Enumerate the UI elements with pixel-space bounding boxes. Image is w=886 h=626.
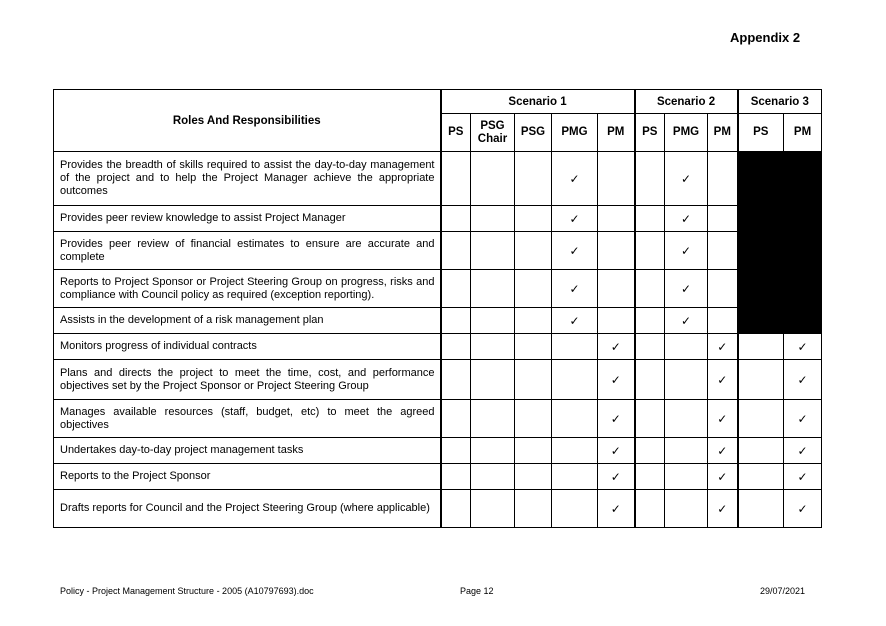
check-cell bbox=[738, 464, 784, 490]
role-description: Provides peer review knowledge to assist Project Manager bbox=[54, 206, 441, 232]
col-header: PM bbox=[598, 114, 635, 152]
role-description: Plans and directs the project to meet the time, cost, and performance objectives set by the Project Sponsor or Project Steering Group bbox=[54, 360, 441, 400]
check-cell bbox=[708, 308, 738, 334]
check-cell: ✓ bbox=[665, 152, 708, 206]
check-cell bbox=[515, 152, 552, 206]
check-cell bbox=[515, 308, 552, 334]
table-row bbox=[54, 206, 822, 232]
check-cell bbox=[471, 270, 515, 308]
check-cell: ✓ bbox=[708, 438, 738, 464]
check-cell: ✓ bbox=[552, 308, 598, 334]
check-cell bbox=[515, 270, 552, 308]
role-description: Provides the breadth of skills required to assist the day-to-day management of the project and to help the Project Manager achieve the appropriate outcomes bbox=[54, 152, 441, 206]
table-row bbox=[54, 400, 822, 438]
check-cell bbox=[738, 490, 784, 528]
check-cell bbox=[738, 438, 784, 464]
check-cell bbox=[635, 308, 665, 334]
table-row bbox=[54, 334, 822, 360]
roles-table bbox=[53, 89, 822, 528]
check-cell bbox=[441, 360, 471, 400]
check-cell bbox=[441, 206, 471, 232]
check-cell: ✓ bbox=[598, 490, 635, 528]
check-cell bbox=[471, 490, 515, 528]
check-cell bbox=[598, 308, 635, 334]
role-description: Reports to the Project Sponsor bbox=[54, 464, 441, 490]
table-row bbox=[54, 232, 822, 270]
table-row bbox=[54, 464, 822, 490]
check-cell bbox=[738, 270, 784, 308]
check-cell bbox=[471, 360, 515, 400]
check-cell bbox=[552, 334, 598, 360]
check-cell: ✓ bbox=[665, 308, 708, 334]
check-cell: ✓ bbox=[598, 464, 635, 490]
check-cell bbox=[515, 400, 552, 438]
check-cell: ✓ bbox=[598, 334, 635, 360]
check-cell bbox=[471, 464, 515, 490]
check-cell: ✓ bbox=[665, 232, 708, 270]
check-cell bbox=[665, 464, 708, 490]
check-cell bbox=[441, 438, 471, 464]
check-cell: ✓ bbox=[708, 490, 738, 528]
check-cell bbox=[738, 334, 784, 360]
check-cell bbox=[471, 400, 515, 438]
check-cell bbox=[708, 232, 738, 270]
check-cell bbox=[515, 490, 552, 528]
check-cell: ✓ bbox=[552, 270, 598, 308]
check-cell bbox=[552, 438, 598, 464]
check-cell: ✓ bbox=[708, 464, 738, 490]
check-cell bbox=[515, 464, 552, 490]
check-cell bbox=[708, 206, 738, 232]
col-header: PMG bbox=[665, 114, 708, 152]
check-cell bbox=[635, 360, 665, 400]
check-cell bbox=[784, 206, 822, 232]
check-cell bbox=[784, 232, 822, 270]
table-row bbox=[54, 360, 822, 400]
appendix-label: Appendix 2 bbox=[730, 30, 801, 45]
check-cell bbox=[441, 270, 471, 308]
check-cell bbox=[552, 400, 598, 438]
check-cell bbox=[515, 232, 552, 270]
check-cell bbox=[441, 308, 471, 334]
check-cell bbox=[784, 270, 822, 308]
col-header: PS bbox=[441, 114, 471, 152]
check-cell: ✓ bbox=[784, 334, 822, 360]
check-cell bbox=[635, 400, 665, 438]
role-description: Undertakes day-to-day project management tasks bbox=[54, 438, 441, 464]
check-cell bbox=[635, 270, 665, 308]
check-cell bbox=[552, 360, 598, 400]
check-cell bbox=[738, 232, 784, 270]
table-row bbox=[54, 438, 822, 464]
check-cell: ✓ bbox=[552, 232, 598, 270]
check-cell bbox=[784, 152, 822, 206]
check-cell bbox=[471, 334, 515, 360]
scenario-3-header: Scenario 3 bbox=[738, 90, 822, 114]
col-header: PM bbox=[708, 114, 738, 152]
check-cell bbox=[441, 464, 471, 490]
col-header: PS bbox=[635, 114, 665, 152]
check-cell bbox=[441, 334, 471, 360]
check-cell bbox=[738, 152, 784, 206]
check-cell: ✓ bbox=[665, 206, 708, 232]
check-cell bbox=[635, 490, 665, 528]
col-header: PSG Chair bbox=[471, 114, 515, 152]
scenario-1-header: Scenario 1 bbox=[441, 90, 635, 114]
check-cell bbox=[441, 152, 471, 206]
check-cell: ✓ bbox=[784, 464, 822, 490]
check-cell: ✓ bbox=[665, 270, 708, 308]
roles-header: Roles And Responsibilities bbox=[54, 90, 441, 152]
check-cell: ✓ bbox=[784, 438, 822, 464]
role-description: Manages available resources (staff, budget, etc) to meet the agreed objectives bbox=[54, 400, 441, 438]
check-cell bbox=[738, 206, 784, 232]
check-cell: ✓ bbox=[552, 206, 598, 232]
check-cell bbox=[598, 152, 635, 206]
footer-page-number: Page 12 bbox=[460, 586, 494, 596]
check-cell bbox=[635, 152, 665, 206]
check-cell: ✓ bbox=[784, 360, 822, 400]
footer-filename: Policy - Project Management Structure - 2005 (A10797693).doc bbox=[60, 586, 314, 596]
table-body bbox=[54, 152, 822, 528]
check-cell bbox=[441, 400, 471, 438]
role-description: Assists in the development of a risk management plan bbox=[54, 308, 441, 334]
role-description: Monitors progress of individual contracts bbox=[54, 334, 441, 360]
check-cell bbox=[515, 206, 552, 232]
col-header: PM bbox=[784, 114, 822, 152]
check-cell bbox=[635, 438, 665, 464]
check-cell bbox=[598, 232, 635, 270]
check-cell bbox=[552, 490, 598, 528]
check-cell bbox=[471, 308, 515, 334]
check-cell: ✓ bbox=[708, 400, 738, 438]
check-cell bbox=[784, 308, 822, 334]
check-cell bbox=[665, 438, 708, 464]
check-cell bbox=[471, 438, 515, 464]
check-cell bbox=[635, 206, 665, 232]
footer-date: 29/07/2021 bbox=[760, 586, 806, 596]
check-cell bbox=[665, 490, 708, 528]
check-cell bbox=[635, 464, 665, 490]
check-cell bbox=[635, 232, 665, 270]
scenario-2-header: Scenario 2 bbox=[635, 90, 738, 114]
role-description: Drafts reports for Council and the Project Steering Group (where applicable) bbox=[54, 490, 441, 528]
check-cell bbox=[515, 334, 552, 360]
check-cell bbox=[738, 360, 784, 400]
check-cell bbox=[515, 438, 552, 464]
col-header: PS bbox=[738, 114, 784, 152]
col-header: PMG bbox=[552, 114, 598, 152]
table-row bbox=[54, 308, 822, 334]
check-cell bbox=[515, 360, 552, 400]
check-cell bbox=[441, 490, 471, 528]
check-cell: ✓ bbox=[598, 360, 635, 400]
check-cell bbox=[738, 400, 784, 438]
table-row bbox=[54, 152, 822, 206]
col-header: PSG bbox=[515, 114, 552, 152]
check-cell bbox=[598, 270, 635, 308]
check-cell: ✓ bbox=[708, 360, 738, 400]
check-cell bbox=[598, 206, 635, 232]
check-cell bbox=[471, 206, 515, 232]
check-cell: ✓ bbox=[598, 400, 635, 438]
check-cell: ✓ bbox=[784, 490, 822, 528]
table-row bbox=[54, 490, 822, 528]
role-description: Provides peer review of financial estimates to ensure are accurate and complete bbox=[54, 232, 441, 270]
check-cell bbox=[665, 334, 708, 360]
check-cell bbox=[635, 334, 665, 360]
check-cell bbox=[471, 152, 515, 206]
check-cell: ✓ bbox=[708, 334, 738, 360]
check-cell bbox=[441, 232, 471, 270]
check-cell bbox=[471, 232, 515, 270]
check-cell bbox=[552, 464, 598, 490]
check-cell: ✓ bbox=[598, 438, 635, 464]
check-cell bbox=[665, 400, 708, 438]
table-row bbox=[54, 270, 822, 308]
check-cell bbox=[665, 360, 708, 400]
check-cell bbox=[708, 152, 738, 206]
role-description: Reports to Project Sponsor or Project Steering Group on progress, risks and compliance with Council policy as required (exception reporting). bbox=[54, 270, 441, 308]
check-cell bbox=[738, 308, 784, 334]
check-cell bbox=[708, 270, 738, 308]
check-cell: ✓ bbox=[784, 400, 822, 438]
check-cell: ✓ bbox=[552, 152, 598, 206]
